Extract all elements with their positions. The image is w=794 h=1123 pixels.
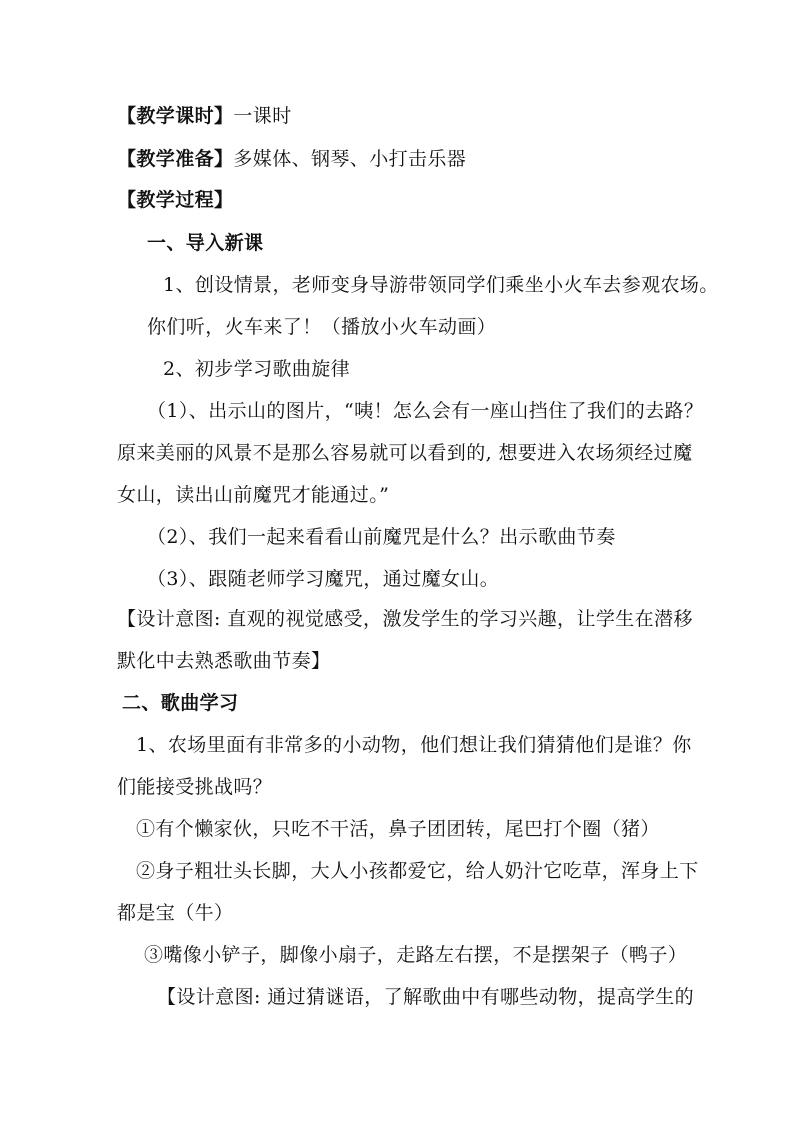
riddle-2-line1: ②身子粗壮头长脚，大人小孩都爱它，给人奶汁它吃草，浑身上下	[136, 860, 699, 882]
process-heading: 【教学过程】	[117, 189, 234, 211]
lesson-hours-value: 一课时	[233, 105, 292, 127]
section2-heading: 二、歌曲学习	[122, 692, 239, 714]
riddle-1: ①有个懒家伙，只吃不干活，鼻子团团转，尾巴打个圈（猪）	[136, 818, 660, 840]
section1-item2: 2、初步学习歌曲旋律	[163, 358, 351, 380]
section2-intent-line1: 【设计意图: 通过猜谜语，了解歌曲中有哪些动物，提高学生的	[157, 986, 695, 1008]
lesson-hours-heading: 【教学课时】	[117, 105, 234, 127]
lesson-hours-line	[117, 103, 292, 129]
riddle-3: ③嘴像小铲子，脚像小扇子，走路左右摆，不是摆架子（鸭子）	[144, 944, 688, 966]
section2-item1-line1: 1、农场里面有非常多的小动物，他们想让我们猜猜他们是谁？你	[136, 734, 692, 756]
section1-sub1-line1: （1）、出示山的图片，“咦！怎么会有一座山挡住了我们的去路？	[147, 400, 704, 422]
section1-sub2: （2）、我们一起来看看山前魔咒是什么？出示歌曲节奏	[147, 526, 616, 548]
preparation-value: 多媒体、钢琴、小打击乐器	[233, 148, 467, 170]
section1-sub3: （3）、跟随老师学习魔咒，通过魔女山。	[147, 568, 500, 590]
section1-heading: 一、导入新课	[147, 232, 264, 254]
preparation-heading: 【教学准备】	[117, 148, 234, 170]
section1-item1-line2: 你们听，火车来了！（播放小火车动画）	[147, 316, 497, 338]
riddle-2-line2: 都是宝（牛）	[117, 902, 234, 924]
section1-intent-line1: 【设计意图: 直观的视觉感受，激发学生的学习兴趣，让学生在潜移	[117, 608, 693, 630]
section1-sub1-line2: 原来美丽的风景不是那么容易就可以看到的, 想要进入农场须经过魔	[117, 442, 693, 464]
section2-item1-line2: 们能接受挑战吗？	[117, 776, 273, 798]
section1-item1-line1: 1、创设情景，老师变身导游带领同学们乘坐小火车去参观农场。	[163, 274, 719, 296]
section1-sub1-line3: 女山，读出山前魔咒才能通过。”	[117, 484, 390, 506]
section1-intent-line2: 默化中去熟悉歌曲节奏】	[117, 650, 331, 672]
preparation-line	[117, 146, 466, 172]
